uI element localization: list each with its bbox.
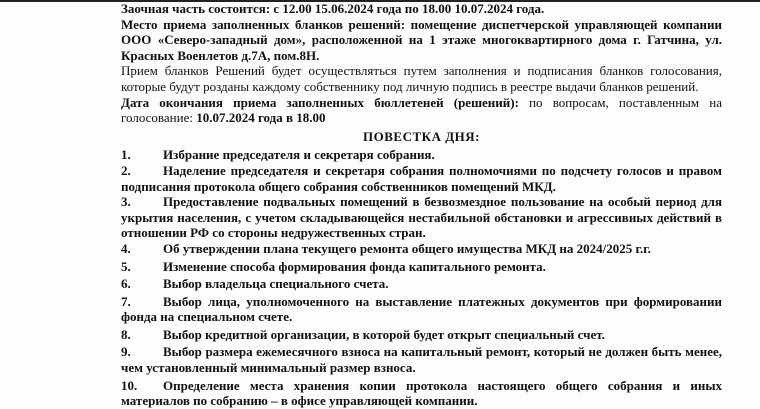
deadline-date: 10.07.2024 года в 18.00 xyxy=(196,110,326,126)
agenda-item-text: Избрание председателя и секретаря собрания. xyxy=(163,147,435,163)
agenda-title: ПОВЕСТКА ДНЯ: xyxy=(363,128,480,144)
agenda-item-8 xyxy=(121,327,722,343)
agenda-item-text: Выбор лица, уполномоченного на выставление платежных документов при формировании фонда на специальном счете. xyxy=(121,293,722,325)
agenda-item-number: 6. xyxy=(121,276,131,292)
agenda-item-text: Изменение способа формирования фонда капитального ремонта. xyxy=(163,258,546,274)
place-text: помещение диспетчерской управляющей компании ООО «Северо-западный дом», расположенной на 1 этаже многоквартирного дома г. Гатчина, ул. Красных Военлетов д.7А, пом.8Н. xyxy=(121,16,722,63)
reception-paragraph: Прием бланков Решений будет осуществляться путем заполнения и подписания бланков голосования, которые будут розданы каждому собственнику под личную подпись в реестре выдачи бланков решений. xyxy=(121,63,722,94)
deadline-text: по вопросам, поставленным на голосование: xyxy=(121,94,723,126)
agenda-item-number: 8. xyxy=(121,326,131,342)
agenda-item-number: 7. xyxy=(121,293,131,309)
agenda-item-1 xyxy=(121,147,722,163)
agenda-item-5 xyxy=(121,259,722,275)
place-paragraph xyxy=(121,17,722,64)
deadline-label: Дата окончания приема заполненных бюллетеней (решений): xyxy=(121,94,519,110)
agenda-item-text: Определение места хранения копии протокола настоящего общего собрания и иных материалов по собранию – в офисе управляющей компании. xyxy=(121,377,722,409)
agenda-item-number: 1. xyxy=(121,147,131,163)
agenda-item-3 xyxy=(121,194,722,241)
agenda-item-number: 2. xyxy=(121,162,131,178)
agenda-item-7 xyxy=(121,294,722,325)
document-body xyxy=(121,0,722,409)
agenda-item-number: 10. xyxy=(121,377,138,393)
agenda-item-9 xyxy=(121,344,722,375)
agenda-item-text: Наделение председателя и секретаря собрания полномочиями по подсчету голосов и правом подписания протокола общего собрания собственников помещений МКД. xyxy=(121,162,722,194)
agenda-item-text: Выбор владельца специального счета. xyxy=(163,276,389,292)
agenda-item-text: Выбор размера ежемесячного взноса на капитальный ремонт, который не должен быть менее, чем установленный минимальный размер взноса. xyxy=(121,344,722,376)
agenda-item-6 xyxy=(121,276,722,292)
agenda-list xyxy=(121,147,722,409)
agenda-item-number: 3. xyxy=(121,194,131,210)
agenda-item-10 xyxy=(121,378,722,409)
agenda-item-4 xyxy=(121,241,722,257)
agenda-item-text: Выбор кредитной организации, в которой будет открыт специальный счет. xyxy=(163,326,605,342)
absentee-part: Заочная часть состоится: с 12.00 15.06.2024 года по 18.00 10.07.2024 года. xyxy=(121,1,545,16)
agenda-item-text: Предоставление подвальных помещений в безвозмездное пользование на особый период для укрытия населения, с учетом складывающейся нестабильной обстановки и агрессивных действий в отношении РФ со стороны недружественных стран. xyxy=(121,194,722,241)
deadline-paragraph xyxy=(121,95,722,126)
agenda-item-number: 4. xyxy=(121,240,131,256)
place-label: Место приема заполненных бланков решений: xyxy=(121,16,406,32)
agenda-item-text: Об утверждении плана текущего ремонта общего имущества МКД на 2024/2025 г.г. xyxy=(163,240,651,256)
agenda-item-number: 9. xyxy=(121,344,131,360)
agenda-item-number: 5. xyxy=(121,258,131,274)
agenda-item-2 xyxy=(121,163,722,194)
